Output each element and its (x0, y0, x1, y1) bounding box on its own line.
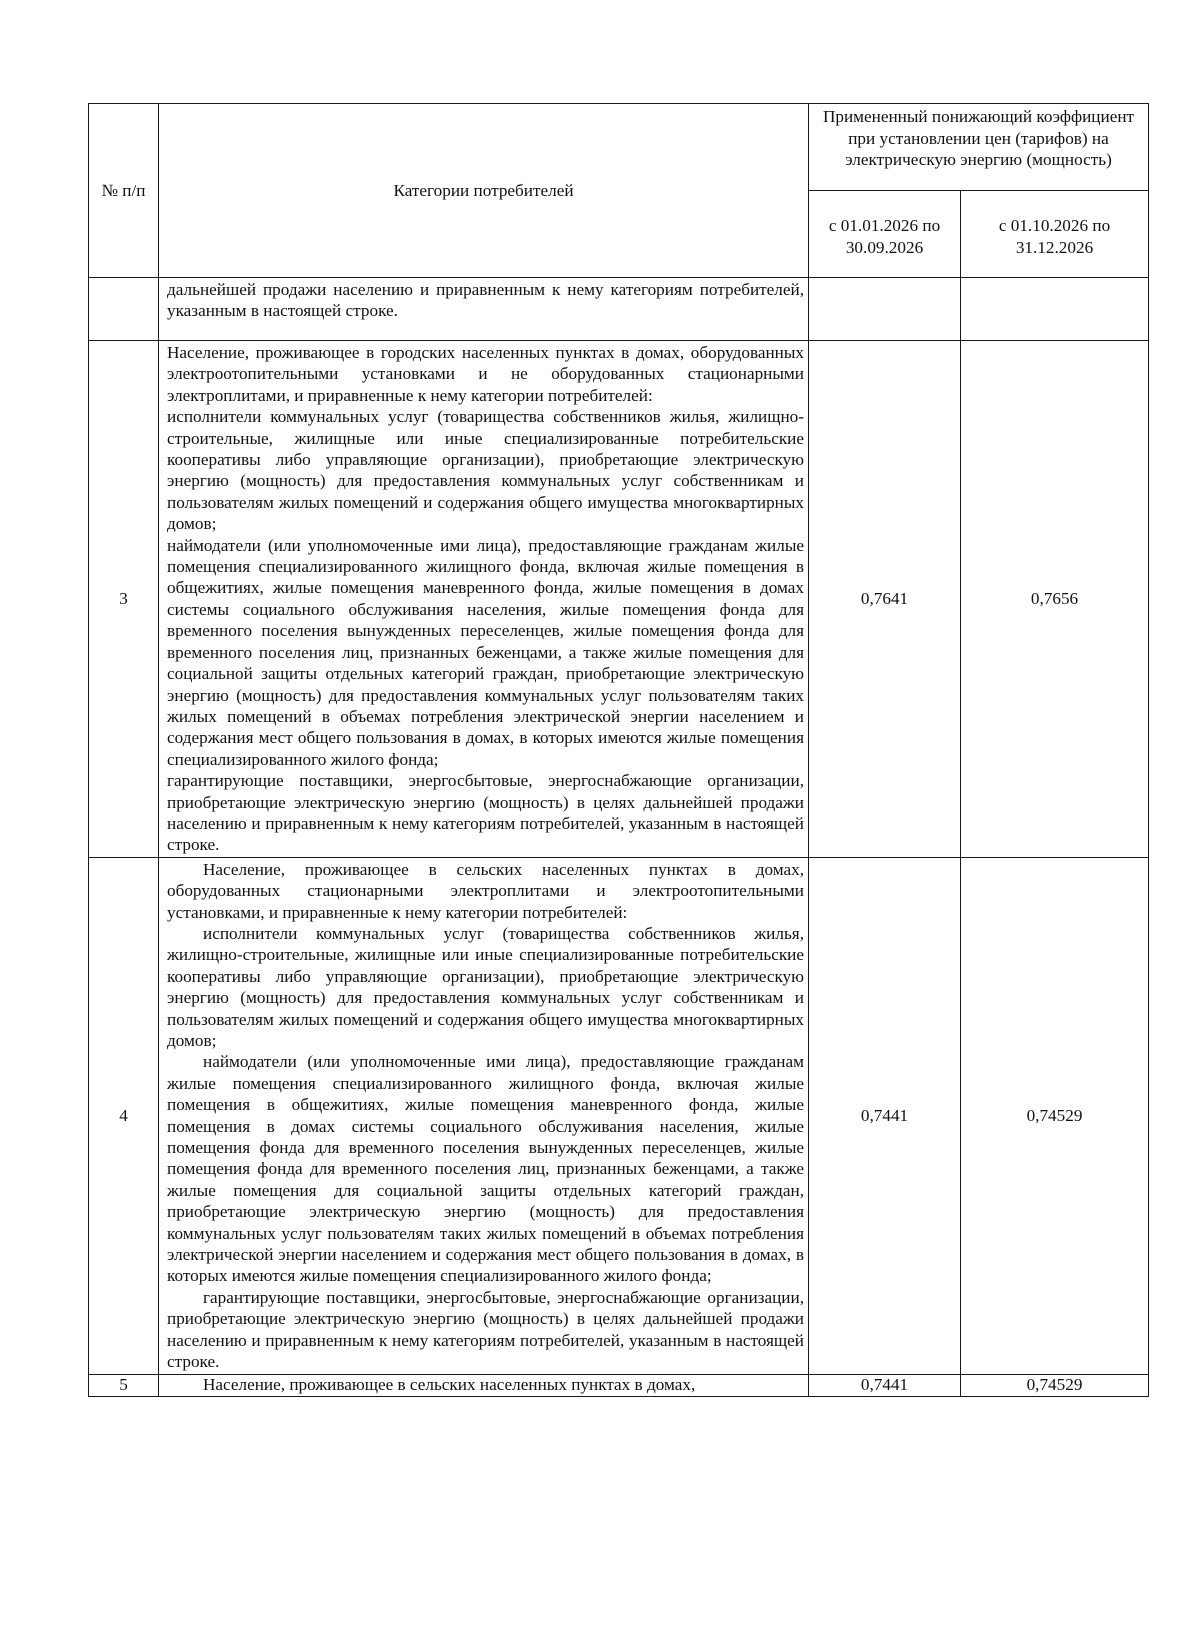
category-paragraph: гарантирующие поставщики, энергосбытовые, энергоснабжающие организации, приобретающие электрическую энергию (мощность) в целях дальнейшей продажи населению и приравненным к нему категориям потребителей, указанным в настоящей строке. (167, 1287, 804, 1372)
table-row (89, 857, 1149, 1374)
category-paragraph: гарантирующие поставщики, энергосбытовые, энергоснабжающие организации, приобретающие электрическую энергию (мощность) в целях дальнейшей продажи населению и приравненным к нему категориям потребителей, указанным в настоящей строке. (167, 771, 804, 855)
header-row (89, 104, 1149, 191)
row-number: 4 (89, 857, 159, 1374)
category-paragraph: Население, проживающее в сельских населенных пунктах в домах, оборудованных стационарными электроплитами и электроотопительными установками, и приравненные к нему категории потребителей: (167, 859, 804, 922)
header-category: Категории потребителей (159, 104, 809, 278)
row-category (159, 341, 809, 858)
category-paragraph: наймодатели (или уполномоченные ими лица), предоставляющие гражданам жилые помещения специализированного жилищного фонда, включая жилые помещения в общежитиях, жилые помещения маневренного фонда, жилые помещения в домах системы социального обслуживания населения, жилые помещения фонда для временного поселения вынужденных переселенцев, жилые помещения фонда для временного поселения лиц, признанных беженцами, а также жилые помещения для социальной защиты отдельных категорий граждан, приобретающие электрическую энергию (мощность) для предоставления коммунальных услуг пользователям таких жилых помещений в объемах потребления электрической энергии населением и содержания мест общего пользования в домах, в которых имеются жилые помещения специализированного жилого фонда; (167, 1052, 804, 1286)
row-category (159, 278, 809, 341)
row-value-period-2: 0,74529 (961, 1374, 1149, 1396)
row-number: 3 (89, 341, 159, 858)
category-paragraph: дальнейшей продажи населению и приравненным к нему категориям потребителей, указанным в настоящей строке. (167, 280, 804, 321)
header-period-1: с 01.01.2026 по 30.09.2026 (809, 191, 961, 278)
row-value-period-1: 0,7441 (809, 1374, 961, 1396)
category-paragraph: Население, проживающее в городских населенных пунктах в домах, оборудованных электроотопительными установками и не оборудованных стационарными электроплитами, и приравненные к нему категории потребителей: (167, 343, 804, 405)
row-number: 5 (89, 1374, 159, 1396)
tariff-coefficient-table (88, 103, 1149, 1397)
header-period-2: с 01.10.2026 по 31.12.2026 (961, 191, 1149, 278)
row-value-period-2 (961, 278, 1149, 341)
category-paragraph: Население, проживающее в сельских населенных пунктах в домах, (203, 1374, 696, 1394)
row-value-period-2: 0,7656 (961, 341, 1149, 858)
row-value-period-1: 0,7441 (809, 857, 961, 1374)
category-paragraph: исполнители коммунальных услуг (товарищества собственников жилья, жилищно-строительные, жилищные или иные специализированные потребительские кооперативы либо управляющие организации), приобретающие электрическую энергию (мощность) для предоставления коммунальных услуг собственникам и пользователям жилых помещений и содержания общего имущества многоквартирных домов; (167, 923, 804, 1050)
table-row (89, 341, 1149, 858)
row-value-period-1: 0,7641 (809, 341, 961, 858)
row-number (89, 278, 159, 341)
row-value-period-1 (809, 278, 961, 341)
header-coefficient: Примененный понижающий коэффициент при установлении цен (тарифов) на электрическую энергию (мощность) (809, 104, 1149, 191)
row-category (159, 857, 809, 1374)
category-paragraph: исполнители коммунальных услуг (товарищества собственников жилья, жилищно-строительные, жилищные или иные специализированные потребительские кооперативы либо управляющие организации), приобретающие электрическую энергию (мощность) для предоставления коммунальных услуг собственникам и пользователям жилых помещений и содержания общего имущества многоквартирных домов; (167, 407, 804, 534)
row-value-period-2: 0,74529 (961, 857, 1149, 1374)
table-row (89, 278, 1149, 341)
header-number: № п/п (89, 104, 159, 278)
row-category (159, 1374, 809, 1396)
table-row (89, 1374, 1149, 1396)
category-paragraph: наймодатели (или уполномоченные ими лица), предоставляющие гражданам жилые помещения специализированного жилищного фонда, включая жилые помещения в общежитиях, жилые помещения маневренного фонда, жилые помещения в домах системы социального обслуживания населения, жилые помещения фонда для временного поселения вынужденных переселенцев, жилые помещения фонда для временного поселения лиц, признанных беженцами, а также жилые помещения для социальной защиты отдельных категорий граждан, приобретающие электрическую энергию (мощность) для предоставления коммунальных услуг пользователям таких жилых помещений в объемах потребления электрической энергии населением и содержания мест общего пользования в домах, в которых имеются жилые помещения специализированного жилого фонда; (167, 535, 804, 769)
